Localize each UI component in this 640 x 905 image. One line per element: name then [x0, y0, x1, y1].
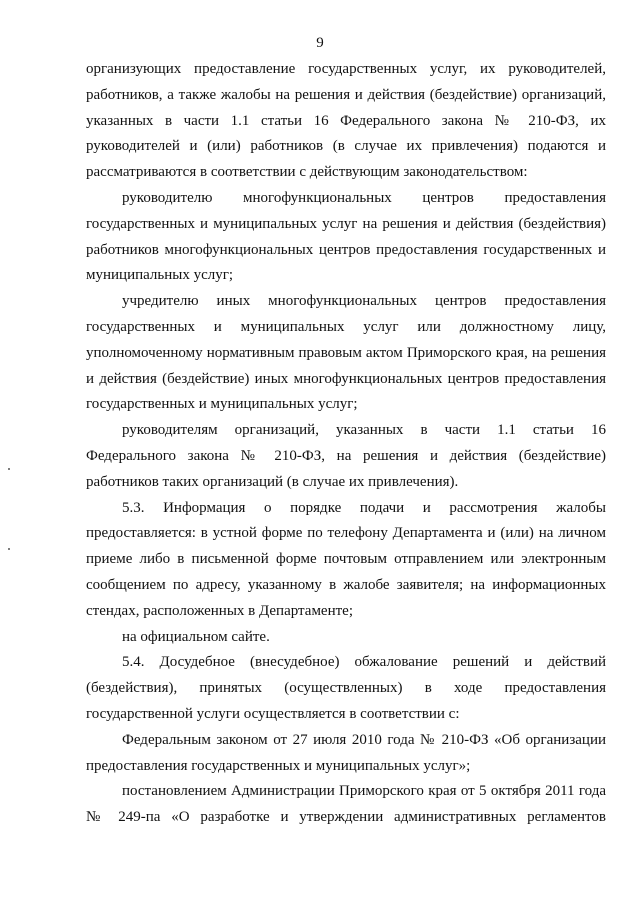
- page-number: 9: [316, 35, 324, 51]
- paragraph: учредителю иных многофункциональных центров предоставления государственных и муниципальных услуг или должностному лицу, уполномоченному нормативным правовым актом Приморского края, на решения и действия (бездействие) иных многофункциональных центров предоставления государственных и муниципальных услуг;: [86, 293, 606, 413]
- paragraph: организующих предоставление государственных услуг, их руководителей, работников, а также жалобы на решения и действия (бездействие) организаций, указанных в части 1.1 статьи 16 Федерального закона № 210-ФЗ, их руководителей и (или) работников (в случае их привлечения) подаются и рассматриваются в соответствии с действующим законодательством:: [86, 61, 606, 181]
- scan-speck: [8, 548, 10, 550]
- paragraph: руководителям организаций, указанных в части 1.1 статьи 16 Федерального закона № 210-ФЗ, на решения и действия (бездействие) работников таких организаций (в случае их привлечения).: [86, 422, 606, 490]
- paragraph: Федеральным законом от 27 июля 2010 года № 210-ФЗ «Об организации предоставления государственных и муниципальных услуг»;: [86, 731, 606, 774]
- paragraph-section-5-3: 5.3. Информация о порядке подачи и рассмотрения жалобы предоставляется: в устной форме по телефону Департамента и (или) на личном приеме либо в письменной форме почтовым отправлением или электронным сообщением по адресу, указанному в жалобе заявителя; на информационных стендах, расположенных в Департаменте;: [86, 499, 606, 619]
- paragraph: руководителю многофункциональных центров предоставления государственных и муниципальных услуг на решения и действия (бездействия) работников многофункциональных центров предоставления государственных и муниципальных услуг;: [86, 189, 606, 284]
- page-body: [86, 57, 606, 831]
- paragraph: на официальном сайте.: [122, 628, 270, 645]
- paragraph-section-5-4: 5.4. Досудебное (внесудебное) обжалование решений и действий (бездействия), принятых (осуществленных) в ходе предоставления государственной услуги осуществляется в соответствии с:: [86, 654, 606, 722]
- scan-speck: [8, 468, 10, 470]
- paragraph-continued: постановлением Администрации Приморского края от 5 октября 2011 года № 249-па «О разработке и утверждении административных регламентов: [86, 783, 606, 826]
